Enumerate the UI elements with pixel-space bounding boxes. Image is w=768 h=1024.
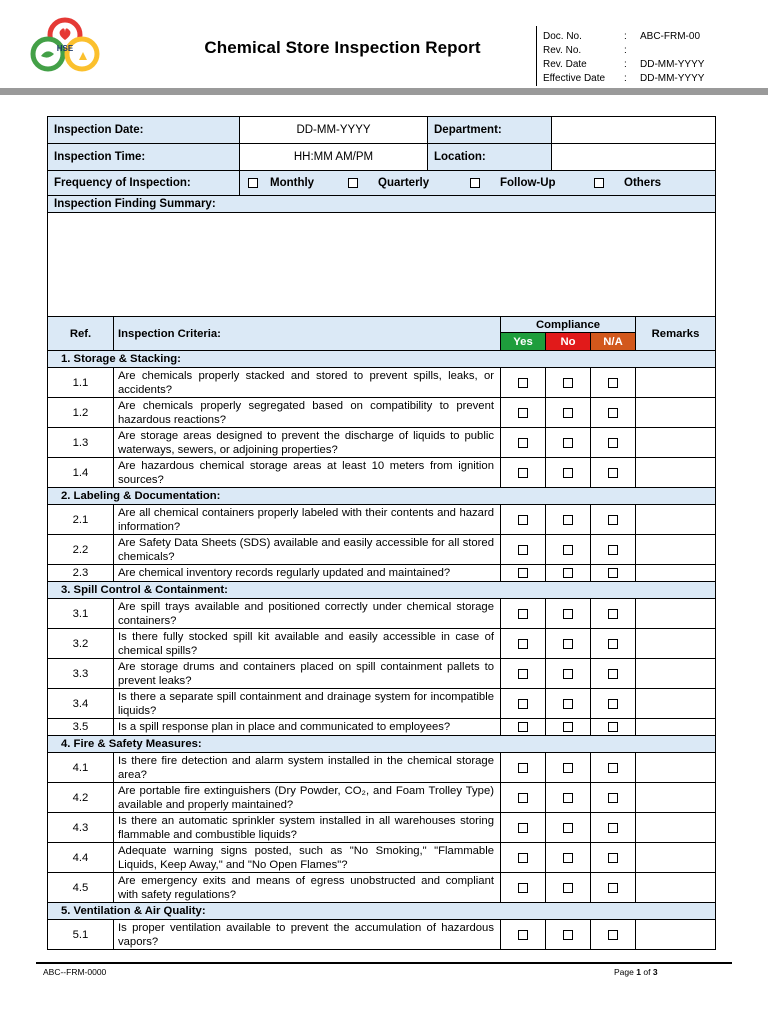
remarks-field[interactable] [636, 659, 716, 689]
compliance-na-checkbox[interactable] [608, 639, 618, 649]
criteria-text: Is a spill response plan in place and communicated to employees? [114, 719, 501, 736]
criteria-row [48, 565, 716, 582]
hse-logo-icon [24, 16, 106, 76]
compliance-no-checkbox[interactable] [563, 609, 573, 619]
frequency-option-monthly[interactable]: Monthly [240, 177, 338, 189]
svg-text:HSE: HSE [56, 44, 74, 53]
compliance-no-checkbox[interactable] [563, 669, 573, 679]
criteria-text: Adequate warning signs posted, such as "No Smoking," "Flammable Liquids, Keep Away," and "No Open Flames"? [114, 843, 501, 873]
criteria-text: Are storage drums and containers placed on spill containment pallets to prevent leaks? [114, 659, 501, 689]
compliance-na-cell [591, 398, 636, 428]
criteria-ref: 1.3 [48, 428, 114, 458]
compliance-no-checkbox[interactable] [563, 823, 573, 833]
compliance-yes-checkbox[interactable] [518, 699, 528, 709]
compliance-na-checkbox[interactable] [608, 763, 618, 773]
frequency-options [240, 171, 716, 196]
quarterly-checkbox[interactable] [348, 178, 358, 188]
criteria-ref: 3.4 [48, 689, 114, 719]
remarks-field[interactable] [636, 398, 716, 428]
criteria-body [48, 351, 716, 950]
compliance-yes-checkbox[interactable] [518, 408, 528, 418]
compliance-yes-checkbox[interactable] [518, 883, 528, 893]
compliance-na-checkbox[interactable] [608, 853, 618, 863]
compliance-no-cell [546, 368, 591, 398]
compliance-no-checkbox[interactable] [563, 408, 573, 418]
compliance-no-cell [546, 873, 591, 903]
criteria-ref: 5.1 [48, 920, 114, 950]
compliance-no-cell [546, 599, 591, 629]
compliance-na-checkbox[interactable] [608, 930, 618, 940]
department-label: Department: [428, 117, 552, 144]
criteria-ref: 3.1 [48, 599, 114, 629]
criteria-row [48, 505, 716, 535]
frequency-option-quarterly[interactable]: Quarterly [338, 177, 460, 189]
compliance-yes-checkbox[interactable] [518, 545, 528, 555]
compliance-na-checkbox[interactable] [608, 408, 618, 418]
compliance-na-checkbox[interactable] [608, 438, 618, 448]
yes-header: Yes [501, 333, 546, 351]
compliance-no-cell [546, 719, 591, 736]
criteria-ref: 1.4 [48, 458, 114, 488]
no-header: No [546, 333, 591, 351]
compliance-no-checkbox[interactable] [563, 930, 573, 940]
frequency-option-others[interactable]: Others [584, 177, 661, 189]
compliance-yes-cell [501, 689, 546, 719]
compliance-yes-checkbox[interactable] [518, 669, 528, 679]
criteria-row [48, 783, 716, 813]
compliance-no-cell [546, 535, 591, 565]
meta-rev-no: Rev. No. : [543, 45, 627, 56]
compliance-yes-cell [501, 783, 546, 813]
compliance-na-cell [591, 629, 636, 659]
compliance-no-checkbox[interactable] [563, 639, 573, 649]
document-title: Chemical Store Inspection Report [204, 38, 481, 57]
compliance-na-checkbox[interactable] [608, 609, 618, 619]
compliance-yes-cell [501, 428, 546, 458]
compliance-na-cell [591, 565, 636, 582]
compliance-yes-cell [501, 398, 546, 428]
section-title: 3. Spill Control & Containment: [48, 582, 716, 599]
compliance-no-cell [546, 753, 591, 783]
criteria-ref: 4.3 [48, 813, 114, 843]
criteria-row [48, 689, 716, 719]
footer-page-number: Page 1 of 3 [614, 967, 658, 977]
compliance-na-cell [591, 535, 636, 565]
compliance-na-cell [591, 599, 636, 629]
compliance-yes-checkbox[interactable] [518, 793, 528, 803]
compliance-na-checkbox[interactable] [608, 568, 618, 578]
remarks-field[interactable] [636, 813, 716, 843]
document-header [0, 0, 768, 94]
criteria-ref: 3.3 [48, 659, 114, 689]
compliance-no-cell [546, 843, 591, 873]
compliance-no-checkbox[interactable] [563, 568, 573, 578]
criteria-text: Are storage areas designed to prevent the discharge of liquids to public waterways, sewers, or adjoining properties? [114, 428, 501, 458]
remarks-field[interactable] [636, 565, 716, 582]
compliance-no-cell [546, 398, 591, 428]
meta-rev-date: Rev. Date : DD-MM-YYYY [543, 59, 705, 70]
compliance-no-cell [546, 659, 591, 689]
compliance-yes-checkbox[interactable] [518, 639, 528, 649]
criteria-row [48, 753, 716, 783]
compliance-no-checkbox[interactable] [563, 515, 573, 525]
summary-header-row [48, 196, 716, 213]
compliance-na-checkbox[interactable] [608, 669, 618, 679]
compliance-na-cell [591, 428, 636, 458]
criteria-text: Is there fully stocked spill kit available and easily accessible in case of chemical spills? [114, 629, 501, 659]
remarks-field[interactable] [636, 873, 716, 903]
criteria-row [48, 599, 716, 629]
compliance-na-checkbox[interactable] [608, 545, 618, 555]
criteria-ref: 2.3 [48, 565, 114, 582]
compliance-na-cell [591, 719, 636, 736]
remarks-field[interactable] [636, 599, 716, 629]
compliance-na-checkbox[interactable] [608, 722, 618, 732]
compliance-no-cell [546, 565, 591, 582]
section-header [48, 351, 716, 368]
compliance-yes-cell [501, 719, 546, 736]
compliance-na-checkbox[interactable] [608, 793, 618, 803]
inspection-date-label: Inspection Date: [48, 117, 240, 144]
compliance-yes-checkbox[interactable] [518, 722, 528, 732]
compliance-na-checkbox[interactable] [608, 699, 618, 709]
compliance-yes-cell [501, 753, 546, 783]
others-checkbox[interactable] [594, 178, 604, 188]
criteria-header-row [48, 317, 716, 333]
compliance-no-cell [546, 920, 591, 950]
compliance-yes-checkbox[interactable] [518, 823, 528, 833]
location-label: Location: [428, 144, 552, 171]
compliance-yes-cell [501, 368, 546, 398]
summary-label: Inspection Finding Summary: [48, 196, 716, 213]
criteria-row [48, 659, 716, 689]
remarks-field[interactable] [636, 843, 716, 873]
criteria-row [48, 920, 716, 950]
inspection-info-table [47, 116, 716, 317]
criteria-ref: 4.4 [48, 843, 114, 873]
inspection-time-label: Inspection Time: [48, 144, 240, 171]
criteria-row [48, 843, 716, 873]
compliance-no-cell [546, 813, 591, 843]
compliance-yes-checkbox[interactable] [518, 515, 528, 525]
compliance-yes-cell [501, 599, 546, 629]
criteria-ref: 4.5 [48, 873, 114, 903]
compliance-no-checkbox[interactable] [563, 468, 573, 478]
remarks-field[interactable] [636, 535, 716, 565]
criteria-ref: 1.2 [48, 398, 114, 428]
compliance-no-cell [546, 689, 591, 719]
remarks-field[interactable] [636, 368, 716, 398]
compliance-no-cell [546, 458, 591, 488]
criteria-text: Are emergency exits and means of egress unobstructed and compliant with safety regulations? [114, 873, 501, 903]
criteria-ref: 1.1 [48, 368, 114, 398]
frequency-label: Frequency of Inspection: [48, 171, 240, 196]
criteria-row [48, 535, 716, 565]
summary-field[interactable] [48, 213, 716, 317]
inspection-date-row [48, 117, 716, 144]
ref-header: Ref. [48, 317, 114, 351]
compliance-yes-cell [501, 659, 546, 689]
compliance-yes-checkbox[interactable] [518, 378, 528, 388]
criteria-row [48, 719, 716, 736]
compliance-yes-checkbox[interactable] [518, 763, 528, 773]
follow-up-checkbox[interactable] [470, 178, 480, 188]
compliance-yes-cell [501, 535, 546, 565]
monthly-checkbox[interactable] [248, 178, 258, 188]
criteria-text: Are spill trays available and positioned correctly under chemical storage containers? [114, 599, 501, 629]
compliance-na-checkbox[interactable] [608, 468, 618, 478]
criteria-text: Is there a separate spill containment and drainage system for incompatible liquids? [114, 689, 501, 719]
compliance-yes-checkbox[interactable] [518, 438, 528, 448]
remarks-field[interactable] [636, 428, 716, 458]
compliance-yes-checkbox[interactable] [518, 930, 528, 940]
criteria-row [48, 813, 716, 843]
compliance-na-cell [591, 368, 636, 398]
compliance-yes-checkbox[interactable] [518, 468, 528, 478]
footer-doc-code: ABC--FRM-0000 [43, 967, 107, 977]
compliance-no-checkbox[interactable] [563, 853, 573, 863]
compliance-no-checkbox[interactable] [563, 545, 573, 555]
compliance-na-cell [591, 659, 636, 689]
remarks-field[interactable] [636, 505, 716, 535]
compliance-yes-cell [501, 505, 546, 535]
compliance-yes-cell [501, 629, 546, 659]
criteria-ref: 2.1 [48, 505, 114, 535]
document-meta [543, 30, 750, 86]
compliance-no-checkbox[interactable] [563, 378, 573, 388]
compliance-na-cell [591, 920, 636, 950]
compliance-no-checkbox[interactable] [563, 722, 573, 732]
meta-doc-no: Doc. No. : ABC-FRM-00 [543, 31, 701, 42]
compliance-header: Compliance [501, 317, 636, 333]
criteria-row [48, 458, 716, 488]
compliance-yes-cell [501, 565, 546, 582]
frequency-row [48, 171, 716, 196]
section-title: 5. Ventilation & Air Quality: [48, 903, 716, 920]
criteria-text: Are Safety Data Sheets (SDS) available and easily accessible for all stored chemicals? [114, 535, 501, 565]
compliance-na-cell [591, 753, 636, 783]
criteria-text: Are chemicals properly segregated based on compatibility to prevent hazardous reactions? [114, 398, 501, 428]
na-header: N/A [591, 333, 636, 351]
compliance-no-checkbox[interactable] [563, 793, 573, 803]
criteria-header: Inspection Criteria: [114, 317, 501, 351]
section-header [48, 736, 716, 753]
compliance-yes-cell [501, 920, 546, 950]
remarks-field[interactable] [636, 458, 716, 488]
section-title: 1. Storage & Stacking: [48, 351, 716, 368]
frequency-option-follow-up[interactable]: Follow-Up [460, 177, 584, 189]
compliance-na-checkbox[interactable] [608, 515, 618, 525]
compliance-na-cell [591, 505, 636, 535]
remarks-field[interactable] [636, 629, 716, 659]
section-title: 4. Fire & Safety Measures: [48, 736, 716, 753]
section-header [48, 582, 716, 599]
criteria-text: Are all chemical containers properly labeled with their contents and hazard information? [114, 505, 501, 535]
section-title: 2. Labeling & Documentation: [48, 488, 716, 505]
compliance-yes-cell [501, 873, 546, 903]
footer-line [36, 962, 732, 964]
inspection-date-field[interactable]: DD-MM-YYYY [240, 117, 428, 144]
criteria-text: Are chemicals properly stacked and stored to prevent spills, leaks, or accidents? [114, 368, 501, 398]
remarks-field[interactable] [636, 920, 716, 950]
criteria-ref: 4.2 [48, 783, 114, 813]
compliance-yes-cell [501, 458, 546, 488]
header-bar [0, 88, 768, 95]
inspection-time-row [48, 144, 716, 171]
compliance-yes-checkbox[interactable] [518, 853, 528, 863]
department-field[interactable] [552, 117, 716, 144]
compliance-no-checkbox[interactable] [563, 699, 573, 709]
criteria-ref: 3.2 [48, 629, 114, 659]
inspection-time-field[interactable]: HH:MM AM/PM [240, 144, 428, 171]
remarks-field[interactable] [636, 689, 716, 719]
criteria-row [48, 428, 716, 458]
criteria-text: Is there an automatic sprinkler system installed in all warehouses storing flammable and combustible liquids? [114, 813, 501, 843]
remarks-field[interactable] [636, 753, 716, 783]
compliance-no-cell [546, 428, 591, 458]
criteria-ref: 2.2 [48, 535, 114, 565]
compliance-yes-checkbox[interactable] [518, 568, 528, 578]
compliance-na-checkbox[interactable] [608, 823, 618, 833]
criteria-ref: 4.1 [48, 753, 114, 783]
criteria-row [48, 398, 716, 428]
compliance-na-cell [591, 458, 636, 488]
compliance-no-cell [546, 629, 591, 659]
compliance-na-cell [591, 689, 636, 719]
meta-effective-date: Effective Date : DD-MM-YYYY [543, 73, 705, 84]
compliance-yes-checkbox[interactable] [518, 609, 528, 619]
remarks-field[interactable] [636, 719, 716, 736]
compliance-na-cell [591, 813, 636, 843]
compliance-na-checkbox[interactable] [608, 378, 618, 388]
compliance-no-checkbox[interactable] [563, 883, 573, 893]
compliance-na-cell [591, 783, 636, 813]
summary-body-row [48, 213, 716, 317]
criteria-ref: 3.5 [48, 719, 114, 736]
compliance-no-cell [546, 783, 591, 813]
criteria-text: Is proper ventilation available to prevent the accumulation of hazardous vapors? [114, 920, 501, 950]
criteria-text: Is there fire detection and alarm system installed in the chemical storage area? [114, 753, 501, 783]
compliance-na-cell [591, 843, 636, 873]
compliance-na-checkbox[interactable] [608, 883, 618, 893]
compliance-yes-cell [501, 813, 546, 843]
remarks-header: Remarks [636, 317, 716, 351]
criteria-text: Are chemical inventory records regularly updated and maintained? [114, 565, 501, 582]
section-header [48, 488, 716, 505]
header-divider [536, 26, 537, 86]
criteria-row [48, 629, 716, 659]
compliance-no-checkbox[interactable] [563, 763, 573, 773]
criteria-text: Are hazardous chemical storage areas at least 10 meters from ignition sources? [114, 458, 501, 488]
criteria-row [48, 873, 716, 903]
section-header [48, 903, 716, 920]
compliance-no-checkbox[interactable] [563, 438, 573, 448]
criteria-row [48, 368, 716, 398]
compliance-no-cell [546, 505, 591, 535]
remarks-field[interactable] [636, 783, 716, 813]
inspection-criteria-table [47, 316, 716, 950]
criteria-text: Are portable fire extinguishers (Dry Powder, CO₂, and Foam Trolley Type) available and properly maintained? [114, 783, 501, 813]
location-field[interactable] [552, 144, 716, 171]
compliance-na-cell [591, 873, 636, 903]
compliance-yes-cell [501, 843, 546, 873]
